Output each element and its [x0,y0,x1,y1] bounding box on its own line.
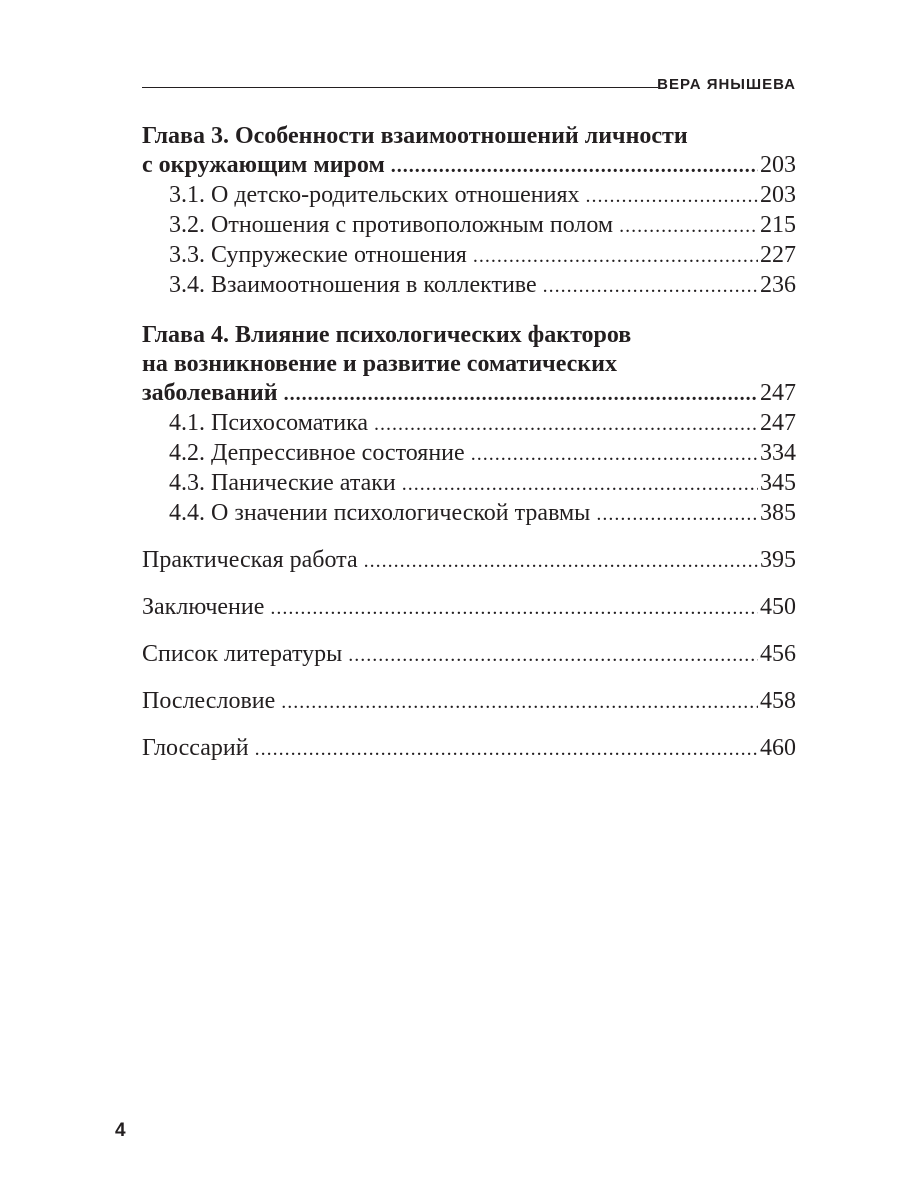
dot-leader [348,641,758,670]
dot-leader [471,440,758,469]
page-ref: 203 [760,182,796,208]
dot-leader [255,735,758,764]
header-rule [142,87,658,88]
section-label: 4.2. Депрессивное состояние [169,440,465,466]
page-ref: 460 [760,735,796,761]
page-ref: 227 [760,242,796,268]
toc-section [142,271,796,301]
chapter-title-entry [142,379,796,409]
chapter-title-line: Глава 3. Особенности взаимоотношений личности [142,123,688,149]
dot-leader [473,242,758,271]
page-ref: 236 [760,272,796,298]
chapter-title-line: Глава 4. Влияние психологических факторов [142,322,632,348]
running-header [142,76,796,100]
toc-section [142,181,796,211]
toc-entry [142,546,796,576]
chapter-title-last-line: с окружающим миром [142,152,385,178]
section-label: 3.4. Взаимоотношения в коллективе [169,272,537,298]
page-ref: 247 [760,380,796,406]
page-ref: 247 [760,410,796,436]
page-ref: 456 [760,641,796,667]
chapter-title-entry [142,151,796,181]
header-author: ВЕРА ЯНЫШЕВА [657,76,796,93]
chapter-title-last-line: заболеваний [142,380,278,406]
chapter-title-line: на возникновение и развитие соматических [142,351,617,377]
page-ref: 334 [760,440,796,466]
entry-label: Глоссарий [142,735,249,761]
toc-entry [142,593,796,623]
entry-label: Заключение [142,594,265,620]
dot-leader [402,470,758,499]
table-of-contents [142,122,796,764]
dot-leader [364,547,758,576]
page-ref: 395 [760,547,796,573]
toc-section [142,469,796,499]
toc-section [142,439,796,469]
section-label: 3.1. О детско-родительских отношениях [169,182,580,208]
section-label: 3.3. Супружеские отношения [169,242,467,268]
page-ref: 385 [760,500,796,526]
dot-leader [374,410,758,439]
toc-section [142,241,796,271]
dot-leader [284,380,758,409]
page-ref: 215 [760,212,796,238]
page-ref: 458 [760,688,796,714]
toc-section [142,211,796,241]
toc-section [142,409,796,439]
toc-entry [142,734,796,764]
section-label: 4.1. Психосоматика [169,410,369,436]
page-number: 4 [115,1120,126,1141]
dot-leader [586,182,758,211]
entry-label: Список литературы [142,641,343,667]
section-label: 4.4. О значении психологической травмы [169,500,591,526]
page-ref: 345 [760,470,796,496]
dot-leader [391,152,758,181]
page-ref: 450 [760,594,796,620]
dot-leader [270,594,758,623]
chapter-4 [142,321,796,529]
toc-section [142,499,796,529]
dot-leader [281,688,758,717]
dot-leader [619,212,758,241]
entry-label: Практическая работа [142,547,358,573]
toc-entry [142,687,796,717]
dot-leader [543,272,758,301]
chapter-3 [142,122,796,301]
section-label: 4.3. Панические атаки [169,470,396,496]
page-ref: 203 [760,152,796,178]
section-label: 3.2. Отношения с противоположным полом [169,212,614,238]
entry-label: Послесловие [142,688,276,714]
dot-leader [596,500,758,529]
toc-entry [142,640,796,670]
